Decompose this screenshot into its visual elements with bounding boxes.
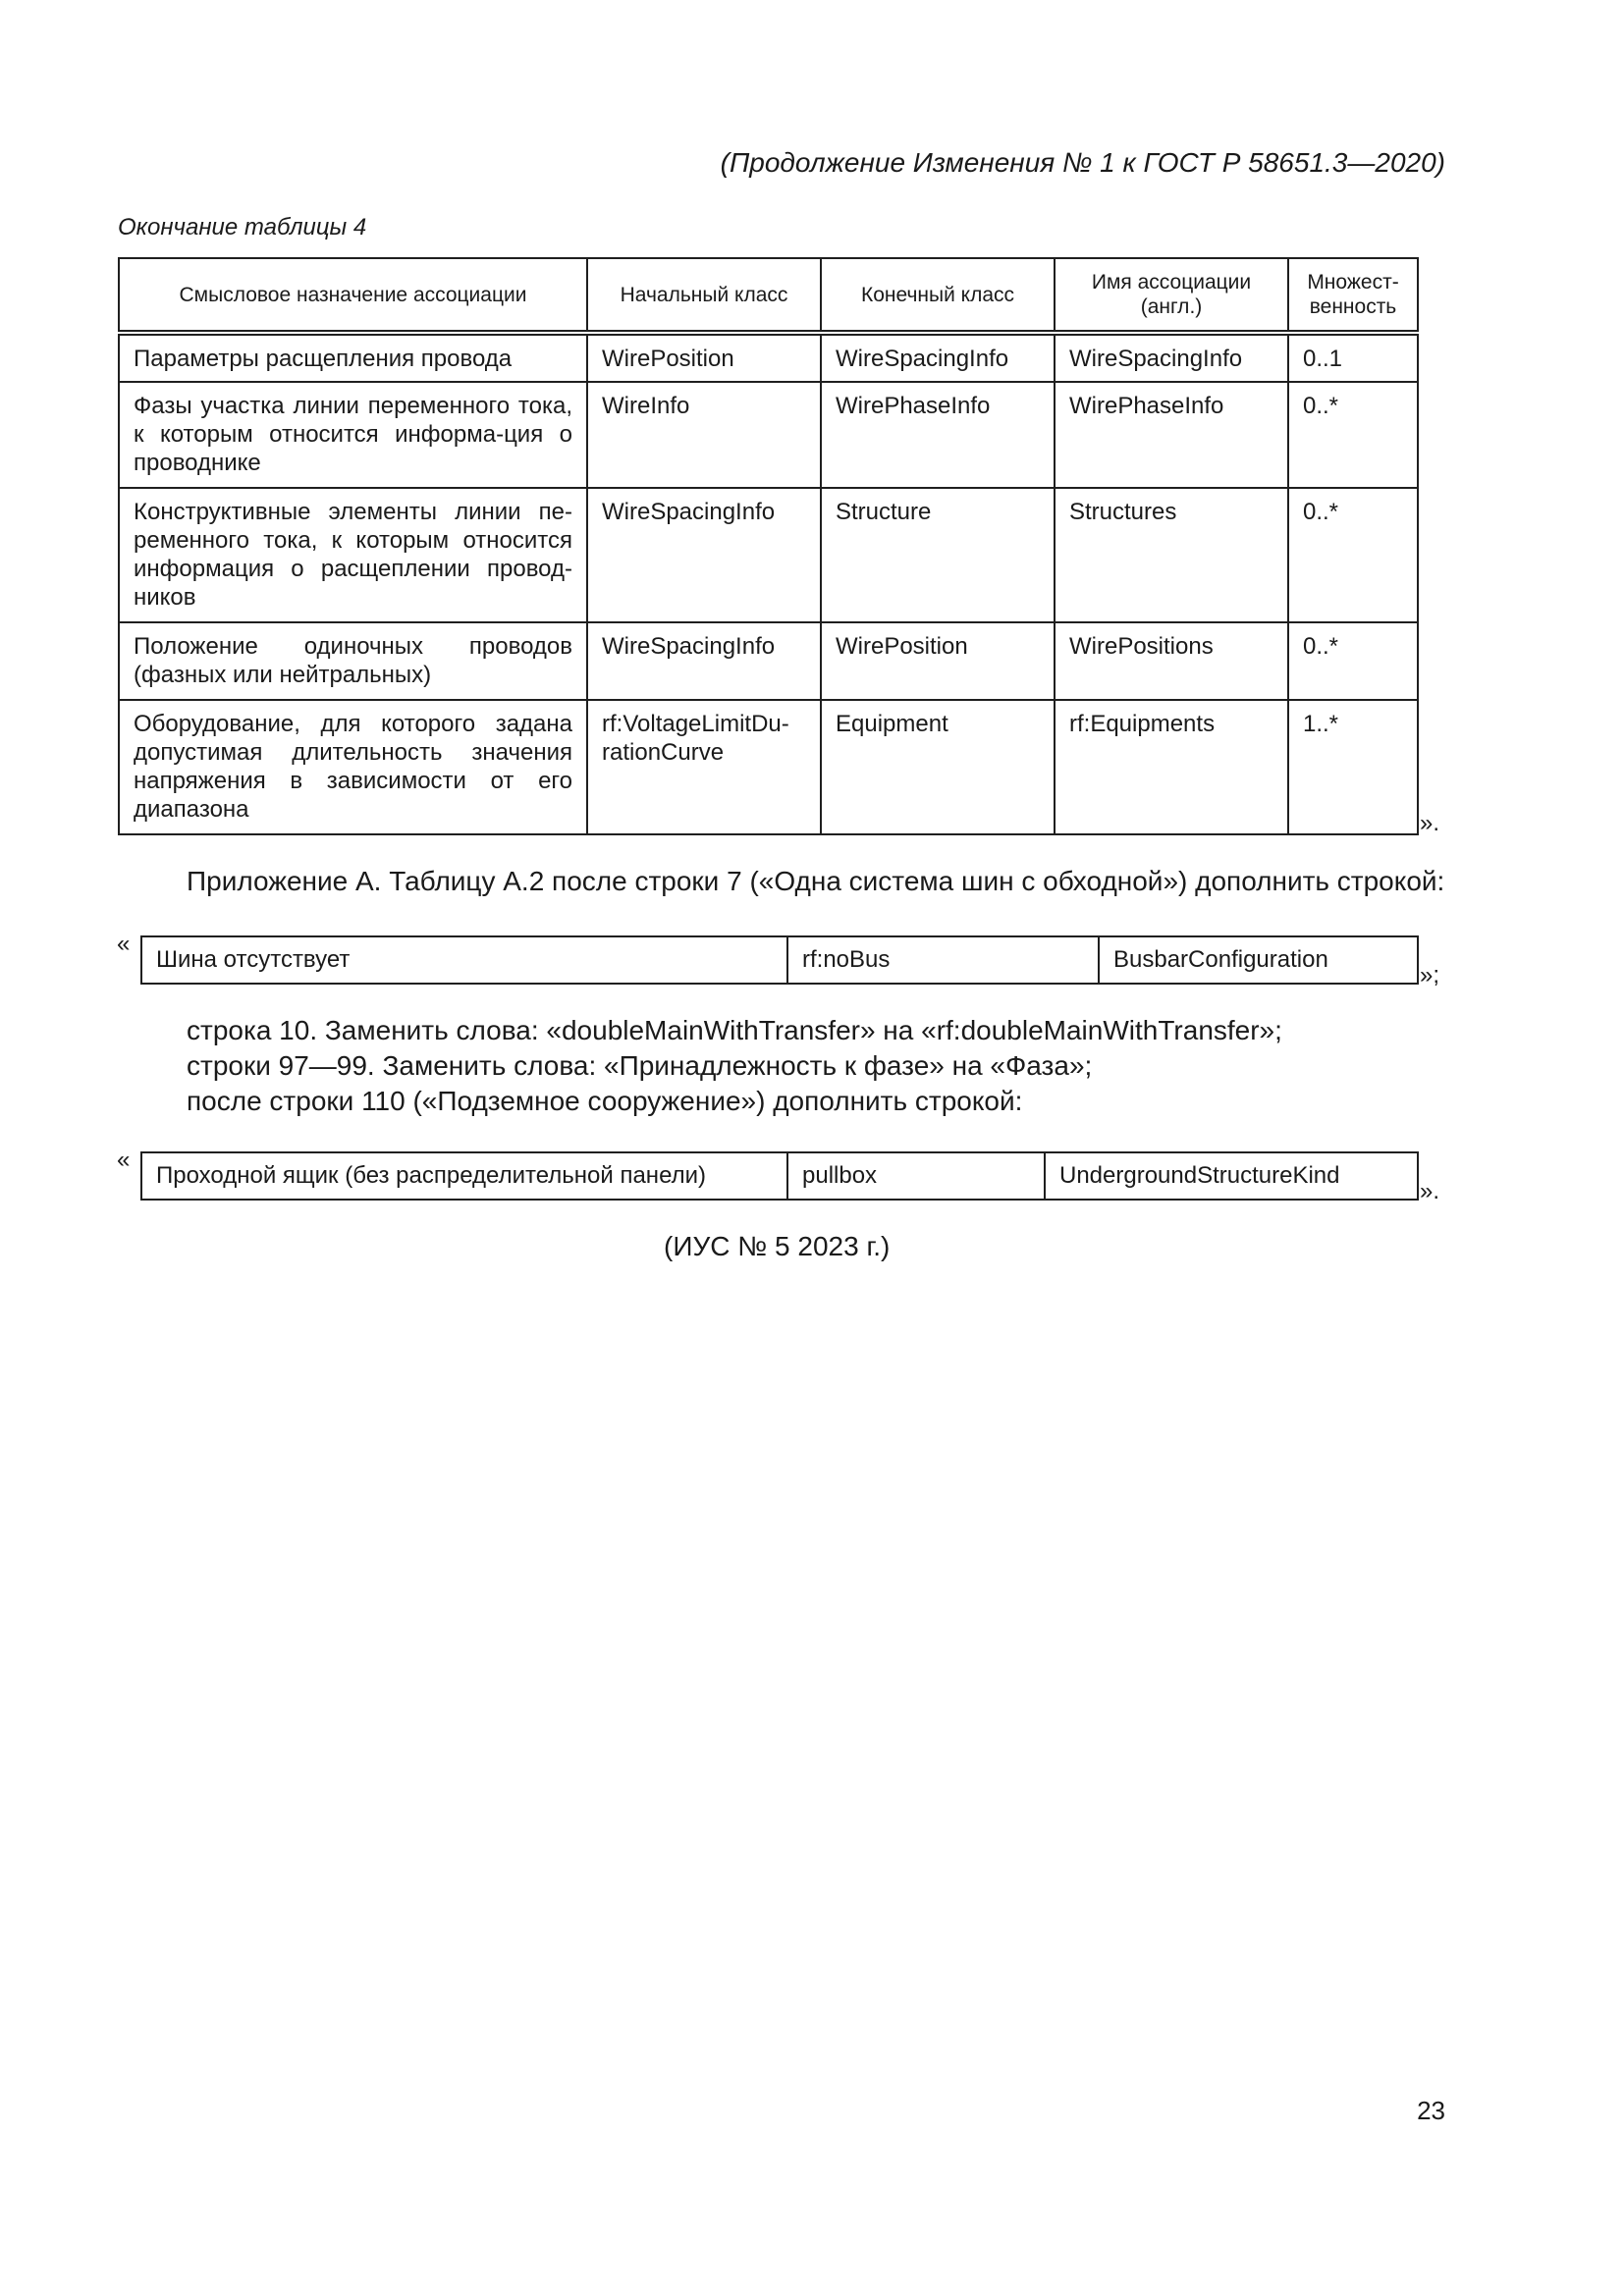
issue-reference: (ИУС № 5 2023 г.) — [664, 1231, 891, 1261]
change-line-3: после строки 110 («Подземное сооружение») дополнить строкой: — [187, 1086, 1023, 1116]
cell-purpose: Конструктивные элементы линии пе-ременного тока, к которым относится информация о расщеплении провод-ников — [119, 488, 587, 622]
table-header-row — [119, 258, 1418, 333]
table-row — [119, 333, 1418, 382]
cell-multiplicity: 0..* — [1288, 622, 1418, 700]
close-mark-1: »; — [1420, 962, 1440, 988]
cell-purpose: Положение одиночных проводов (фазных или нейтральных) — [119, 622, 587, 700]
page-number: 23 — [1417, 2096, 1445, 2125]
insert-row-table-1 — [140, 935, 1419, 985]
cell-end-class: Structure — [821, 488, 1055, 622]
cell-start-class: WireSpacingInfo — [587, 488, 821, 622]
cell-association-name: Structures — [1055, 488, 1288, 622]
cell-end-class: Equipment — [821, 700, 1055, 834]
change-line-1: строка 10. Заменить слова: «doubleMainWithTransfer» на «rf:doubleMainWithTransfer»; — [187, 1015, 1282, 1045]
appendix-intro: Приложение А. Таблицу А.2 после строки 7 («Одна система шин с обходной») дополнить строкой: — [187, 866, 1445, 896]
cell-association-name: WireSpacingInfo — [1055, 333, 1288, 382]
cell-term: Проходной ящик (без распределительной панели) — [141, 1152, 787, 1200]
column-header-purpose: Смысловое назначение ассоциации — [119, 258, 587, 333]
cell-end-class: WireSpacingInfo — [821, 333, 1055, 382]
table-closing-mark: ». — [1420, 810, 1440, 836]
cell-term: Шина отсутствует — [141, 936, 787, 984]
cell-start-class: WireSpacingInfo — [587, 622, 821, 700]
running-header: (Продолжение Изменения № 1 к ГОСТ Р 58651.3—2020) — [720, 147, 1445, 178]
association-table — [118, 257, 1419, 835]
cell-association-name: WirePhaseInfo — [1055, 382, 1288, 488]
column-header-start-class: Начальный класс — [587, 258, 821, 333]
table-row — [119, 700, 1418, 834]
cell-end-class: WirePhaseInfo — [821, 382, 1055, 488]
cell-association-name: WirePositions — [1055, 622, 1288, 700]
cell-start-class: WirePosition — [587, 333, 821, 382]
table-caption: Окончание таблицы 4 — [118, 214, 367, 240]
column-header-multiplicity: Множест-венность — [1288, 258, 1418, 333]
column-header-association-name-text: Имя ассоциации (англ.) — [1091, 271, 1252, 318]
open-quote-1: « — [117, 931, 131, 957]
cell-enum: UndergroundStructureKind — [1045, 1152, 1418, 1200]
change-line-2: строки 97—99. Заменить слова: «Принадлежность к фазе» на «Фаза»; — [187, 1050, 1093, 1081]
table-row — [141, 936, 1418, 984]
cell-multiplicity: 0..* — [1288, 488, 1418, 622]
table-row — [141, 1152, 1418, 1200]
cell-purpose: Оборудование, для которого задана допустимая длительность значения напряжения в зависимости от его диапазона — [119, 700, 587, 834]
cell-purpose: Параметры расщепления провода — [119, 333, 587, 382]
close-mark-2: ». — [1420, 1178, 1440, 1204]
cell-enum: BusbarConfiguration — [1099, 936, 1418, 984]
insert-row-table-2 — [140, 1151, 1419, 1201]
cell-start-class: WireInfo — [587, 382, 821, 488]
cell-code: pullbox — [787, 1152, 1045, 1200]
cell-start-class: rf:VoltageLimitDu-rationCurve — [587, 700, 821, 834]
column-header-end-class: Конечный класс — [821, 258, 1055, 333]
cell-end-class: WirePosition — [821, 622, 1055, 700]
cell-multiplicity: 0..* — [1288, 382, 1418, 488]
cell-association-name: rf:Equipments — [1055, 700, 1288, 834]
column-header-association-name — [1055, 258, 1288, 333]
table-row — [119, 622, 1418, 700]
cell-multiplicity: 1..* — [1288, 700, 1418, 834]
table-row — [119, 382, 1418, 488]
open-quote-2: « — [117, 1147, 131, 1173]
table-row — [119, 488, 1418, 622]
cell-purpose: Фазы участка линии переменного тока, к которым относится информа-ция о проводнике — [119, 382, 587, 488]
cell-multiplicity: 0..1 — [1288, 333, 1418, 382]
cell-code: rf:noBus — [787, 936, 1099, 984]
